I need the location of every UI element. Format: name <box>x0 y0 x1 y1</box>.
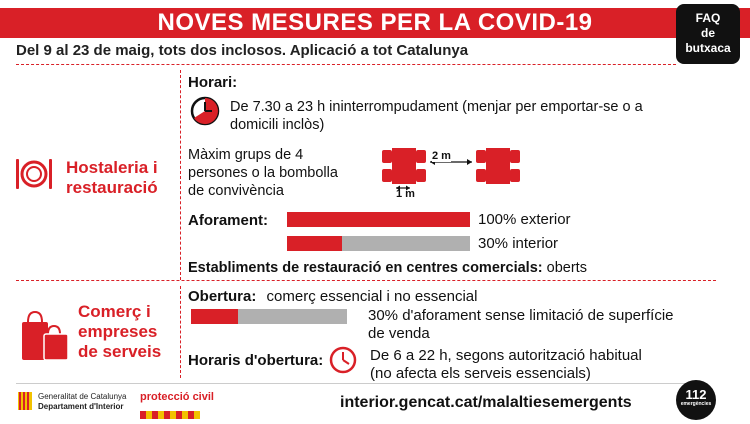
grups-text-line: de convivència <box>188 183 284 199</box>
comerc-aforament-bar <box>191 309 347 324</box>
generalitat-logo-icon <box>18 392 32 415</box>
page-subtitle: Del 9 al 23 de maig, tots dos inclosos. Aplicació a tot Catalunya <box>16 42 469 59</box>
aforament-exterior-bar <box>287 212 470 227</box>
section-label-comerc <box>78 302 161 362</box>
aforament-interior-label: 30% interior <box>478 235 559 252</box>
footer-divider <box>16 383 706 384</box>
grups-text-line: Màxim grups de 4 <box>188 147 304 163</box>
generalitat-line: Departament d'Interior <box>38 402 124 411</box>
grups-text-line: persones o la bombolla <box>188 165 338 181</box>
obertura-value: comerç essencial i no essencial <box>266 288 478 305</box>
table-right-icon <box>476 148 520 184</box>
horaris-text-line: (no afecta els serveis essencials) <box>370 365 591 382</box>
website-link[interactable]: interior.gencat.cat/malaltiesemergents <box>340 394 632 411</box>
aforament-label: Aforament: <box>188 212 269 229</box>
horaris-text-line: De 6 a 22 h, segons autorització habitual <box>370 347 642 364</box>
emergency-caption: emergències <box>680 401 712 407</box>
divider-vertical-1 <box>180 70 181 280</box>
horaris-label: Horaris d'obertura: <box>188 352 324 369</box>
section-label-line: Comerç i <box>78 302 151 321</box>
section-label-line: restauració <box>66 178 158 197</box>
aforament-exterior-label: 100% exterior <box>478 211 571 228</box>
divider-vertical-2 <box>180 286 181 378</box>
section-label-hostaleria <box>66 158 158 198</box>
horari-text-line: De 7.30 a 23 h ininterrompudament (menjar per emportar-se o a <box>230 99 643 115</box>
divider-top <box>16 64 676 65</box>
shopping-bags-icon <box>18 308 72 369</box>
centres-comercials <box>188 259 587 277</box>
faq-line: FAQ <box>695 11 721 25</box>
section-label-line: empreses <box>78 322 158 341</box>
centres-comercials-value: oberts <box>546 260 587 276</box>
section-label-line: Hostaleria i <box>66 158 158 177</box>
generalitat-line: Generalitat de Catalunya <box>38 392 127 401</box>
section-label-line: de serveis <box>78 342 162 361</box>
page-title: NOVES MESURES PER LA COVID-19 <box>157 9 593 36</box>
obertura-label: Obertura: <box>188 288 257 305</box>
comerc-aforament-fill <box>191 309 238 324</box>
grups-text <box>188 146 338 200</box>
divider-middle <box>16 280 716 281</box>
aforament-interior-bar <box>287 236 470 251</box>
centres-comercials-label: Establiments de restauració en centres comercials: <box>188 260 543 276</box>
distance-label-1m: 1 m <box>396 188 415 200</box>
emergency-number: 112 <box>685 387 707 402</box>
obertura <box>188 288 477 306</box>
horari-text-line: domicili inclòs) <box>230 117 325 133</box>
horari-text <box>230 98 643 134</box>
faq-line: de <box>700 26 715 40</box>
generalitat-text <box>38 392 127 412</box>
faq-badge[interactable] <box>676 4 740 64</box>
table-left-icon <box>382 148 426 184</box>
distance-label-2m: 2 m <box>432 150 451 162</box>
clock-icon <box>190 96 220 131</box>
aforament-exterior-fill <box>287 212 470 227</box>
aforament-interior-fill <box>287 236 342 251</box>
clock-outline-icon <box>328 345 358 380</box>
horari-label: Horari: <box>188 74 238 91</box>
comerc-aforament-line: 30% d'aforament sense limitació de superfície <box>368 307 674 324</box>
horaris-text <box>370 347 642 383</box>
proteccio-civil-logo: protecció civil <box>140 391 214 403</box>
faq-line: butxaca <box>685 41 731 55</box>
emergency-112-badge <box>676 380 716 420</box>
comerc-aforament-line: de venda <box>368 325 430 342</box>
proteccio-civil-stripes <box>140 406 200 424</box>
plate-cutlery-icon <box>14 156 54 197</box>
comerc-aforament-text <box>368 307 674 343</box>
